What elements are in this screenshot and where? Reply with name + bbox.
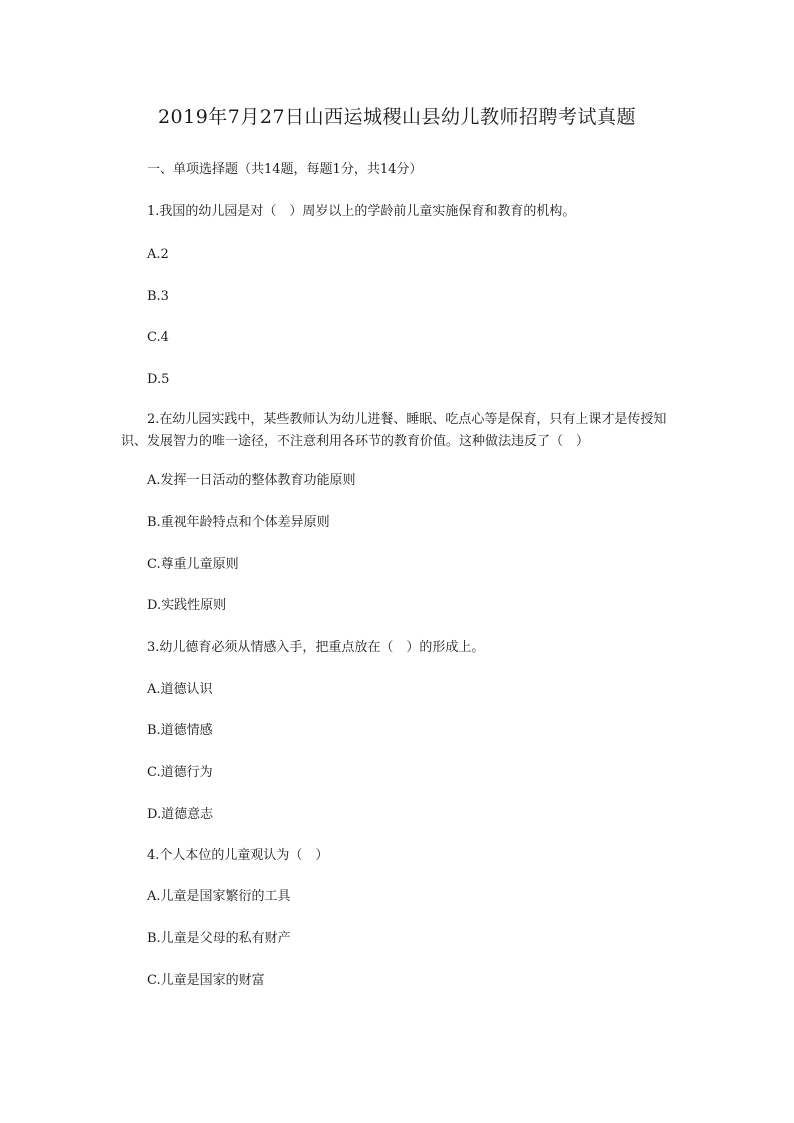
page-title: 2019年7月27日山西运城稷山县幼儿教师招聘考试真题 xyxy=(157,106,637,128)
question-stem: 1.我国的幼儿园是对（ ）周岁以上的学龄前儿童实施保育和教育的机构。 xyxy=(147,204,576,219)
option-item: D.道德意志 xyxy=(147,807,214,822)
option-item: C.道德行为 xyxy=(147,765,213,780)
option-item: B.儿童是父母的私有财产 xyxy=(147,931,291,946)
option-item: A.道德认识 xyxy=(147,682,213,697)
option-item: D.实践性原则 xyxy=(147,598,227,613)
option-item: C.4 xyxy=(147,330,169,345)
option-item: B.3 xyxy=(147,289,169,304)
option-item: B.重视年龄特点和个体差异原则 xyxy=(147,515,330,530)
section-heading: 一、单项选择题（共14题，每题1分，共14分） xyxy=(147,162,423,177)
option-item: B.道德情感 xyxy=(147,723,213,738)
question-stem: 4.个人本位的儿童观认为（ ） xyxy=(147,848,329,863)
option-item: A.发挥一日活动的整体教育功能原则 xyxy=(147,473,356,488)
question-stem: 3.幼儿德育必须从情感入手，把重点放在（ ）的形成上。 xyxy=(147,640,485,655)
option-item: A.2 xyxy=(147,247,169,262)
option-item: A.儿童是国家繁衍的工具 xyxy=(147,889,291,904)
option-item: C.儿童是国家的财富 xyxy=(147,973,265,988)
question-stem: 2.在幼儿园实践中，某些教师认为幼儿进餐、睡眠、吃点心等是保育，只有上课才是传授知识、发展智力的唯一途径，不注意利用各环节的教育价值。这种做法违反了（ ） xyxy=(121,412,667,449)
option-item: D.5 xyxy=(147,372,170,387)
option-item: C.尊重儿童原则 xyxy=(147,557,239,572)
